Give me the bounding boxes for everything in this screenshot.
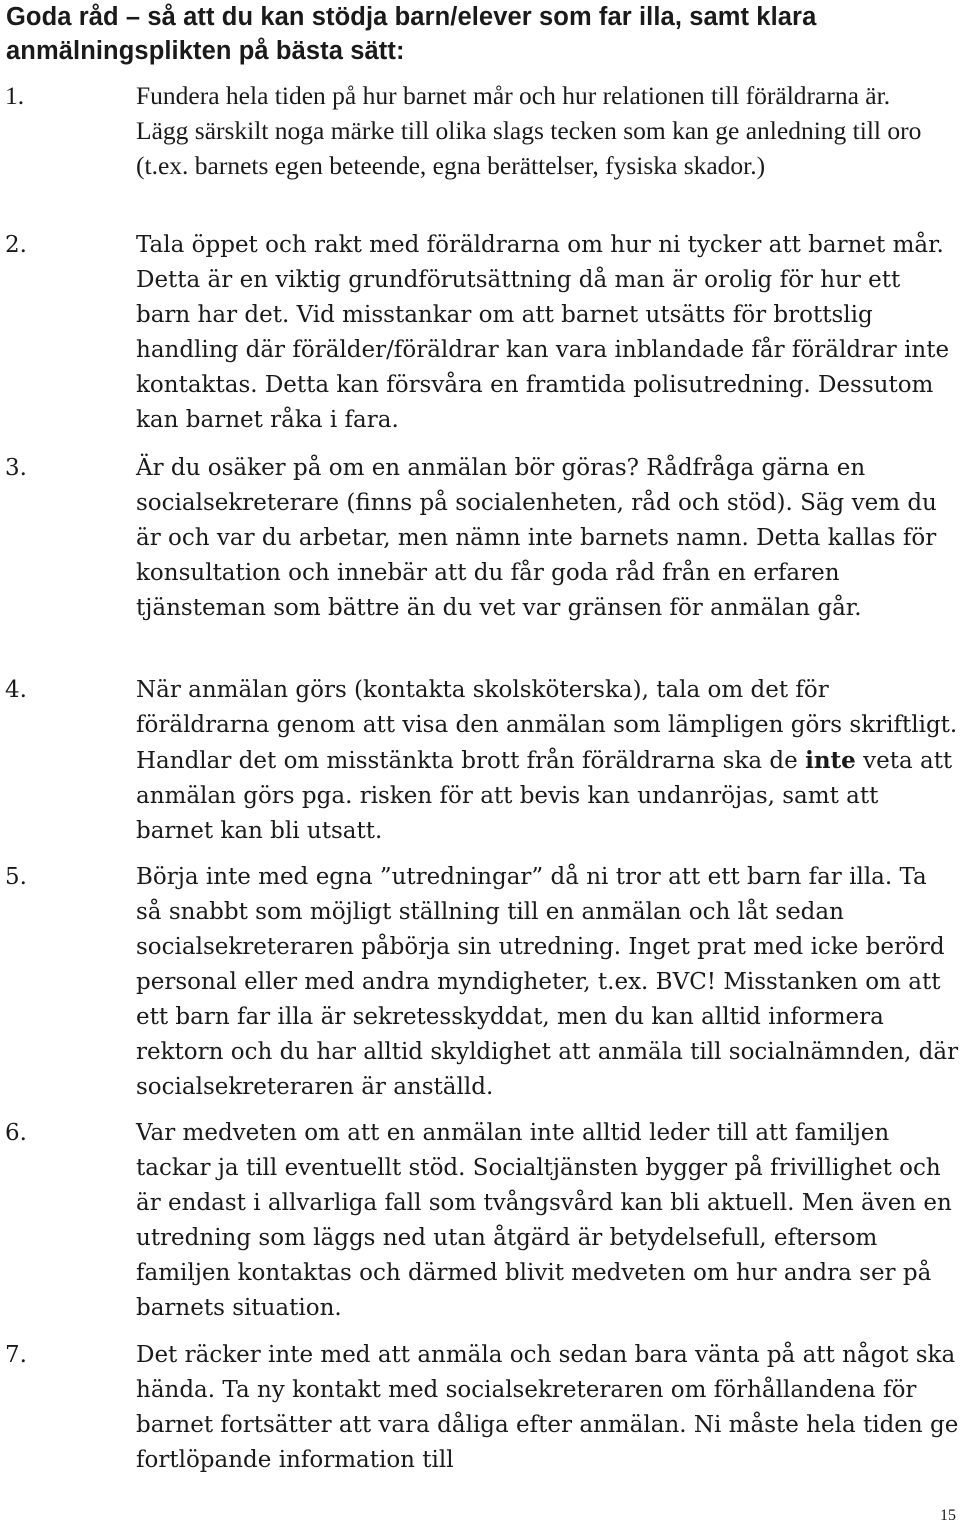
list-number: 7. xyxy=(5,1342,27,1368)
list-text: Var medveten om att en anmälan inte alltid leder till att familjen tackar ja till eventuellt stöd. Socialtjänsten bygger på frivillighet och är endast i allvarliga fall som tvångsvård kan bli aktuell. Men även en utredning som läggs ned utan åtgärd är betydelsefull, eftersom familjen kontaktas och därmed blivit medveten om hur andra ser på barnets situation. xyxy=(136,1120,952,1321)
list-number: 1. xyxy=(5,81,25,110)
list-number: 4. xyxy=(5,677,27,703)
list-text: Det räcker inte med att anmäla och sedan bara vänta på att något ska hända. Ta ny kontakt med socialsekreteraren om förhållandena för barnet fortsätter att vara dåliga efter anmälan. Ni måste hela tiden ge fortlöpande information till xyxy=(136,1342,959,1473)
list-number: 5. xyxy=(5,864,27,890)
page-number: 15 xyxy=(940,1507,956,1524)
list-text: Är du osäker på om en anmälan bör göras? Rådfråga gärna en socialsekreterare (finns på socialenheten, råd och stöd). Säg vem du är och var du arbetar, men nämn inte barnets namn. Detta kallas för konsultation och innebär att du får goda råd från en erfaren tjänsteman som bättre än du vet var gränsen för anmälan går. xyxy=(136,455,937,621)
list-text-after: veta att anmälan görs pga. risken för att bevis kan undanröjas, samt att barnet kan bli utsatt. xyxy=(136,748,953,844)
list-number: 2. xyxy=(5,232,27,258)
list-text-before: När anmälan görs (kontakta skolsköterska), tala om det för föräldrarna genom att visa den anmälan som lämpligen görs skriftligt. Handlar det om misstänkta brott från föräldrarna ska de xyxy=(136,677,958,774)
list-text: Fundera hela tiden på hur barnet mår och hur relationen till föräldrarna är. Lägg särskilt noga märke till olika slags tecken som kan ge anledning till oro (t.ex. barnets egen beteende, egna berättelser, fysiska skador.) xyxy=(136,81,922,180)
list-text: Börja inte med egna ”utredningar” då ni tror att ett barn far illa. Ta så snabbt som möjligt ställning till en anmälan och låt sedan socialsekreteraren påbörja sin utredning. Inget prat med icke berörd personal eller med andra myndigheter, t.ex. BVC! Misstanken om att ett barn far illa är sekretesskyddat, men du kan alltid informera rektorn och du har alltid skyldighet att anmäla till socialnämnden, där socialsekreteraren är anställd. xyxy=(136,864,959,1100)
list-number: 3. xyxy=(5,455,27,481)
list-text: Tala öppet och rakt med föräldrarna om hur ni tycker att barnet mår. Detta är en viktig grundförutsättning då man är orolig för hur ett barn har det. Vid misstankar om att barnet utsätts för brottslig handling där förälder/föräldrar kan vara inblandade får föräldrar inte kontaktas. Detta kan försvåra en framtida polisutredning. Dessutom kan barnet råka i fara. xyxy=(136,232,950,433)
list-text-bold: inte xyxy=(805,747,856,774)
list-number: 6. xyxy=(5,1120,27,1146)
list-text xyxy=(136,673,959,849)
page-heading: Goda råd – så att du kan stödja barn/elever som far illa, samt klara anmälningsplikten på bästa sätt: xyxy=(6,3,817,65)
